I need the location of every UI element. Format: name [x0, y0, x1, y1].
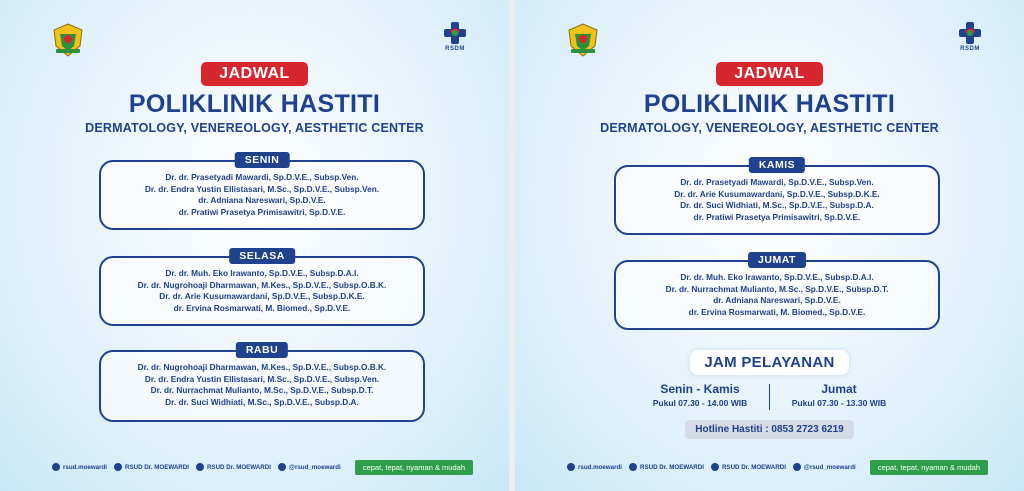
social-text: RSUD Dr. MOEWARDI — [721, 463, 786, 471]
social-text: @rsud_moewardi — [288, 463, 341, 471]
social-text: RSUD Dr. MOEWARDI — [206, 463, 271, 471]
doctor-item: Dr. dr. Prasetyadi Mawardi, Sp.D.V.E., Subsp.Ven. — [680, 177, 874, 187]
social-youtube[interactable] — [196, 463, 271, 471]
jam-divider — [769, 384, 770, 410]
jam-day: Jumat — [821, 382, 857, 396]
poster-title: POLIKLINIK HASTITI — [128, 90, 381, 118]
social-x[interactable] — [278, 463, 341, 471]
social-text: rsud.moewardi — [578, 463, 623, 471]
poster-subtitle: DERMATOLOGY, VENEREOLOGY, AESTHETIC CENTER — [85, 121, 424, 135]
rsdm-logo — [952, 22, 988, 52]
facebook-icon — [629, 463, 637, 471]
doctor-list — [616, 262, 938, 318]
doctor-item: dr. Ervina Rosmarwati, M. Biomed., Sp.D.V.E. — [688, 306, 866, 317]
youtube-icon — [711, 463, 719, 471]
jam-time: Pukul 07.30 - 13.30 WIB — [791, 398, 887, 408]
rsdm-logo-text: RSDM — [960, 46, 980, 52]
instagram-icon — [52, 463, 60, 471]
day-box-kamis — [614, 159, 940, 235]
doctor-item: dr. Adniana Nareswari, Sp.D.V.E. — [713, 295, 841, 305]
doctor-item: Dr. dr. Suci Widhiati, M.Sc., Sp.D.V.E., Subsp.D.A. — [680, 200, 874, 210]
doctor-list — [101, 258, 423, 314]
x-icon — [278, 463, 286, 471]
jam-day: Senin - Kamis — [660, 382, 740, 396]
doctor-item: Dr. dr. Arie Kusumawardani, Sp.D.V.E., Subsp.D.K.E. — [159, 291, 365, 301]
doctor-item: Dr. dr. Arie Kusumawardani, Sp.D.V.E., Subsp.D.K.E. — [674, 188, 880, 199]
doctor-item: Dr. dr. Nurrachmat Mulianto, M.Sc., Sp.D.V.E., Subsp.D.T. — [665, 283, 889, 294]
doctor-item: Dr. dr. Nurrachmat Mulianto, M.Sc., Sp.D.V.E., Subsp.D.T. — [150, 385, 374, 395]
doctor-item: dr. Ervina Rosmarwati, M. Biomed., Sp.D.V.E. — [173, 302, 351, 313]
day-label: JUMAT — [748, 252, 806, 268]
social-text: RSUD Dr. MOEWARDI — [640, 463, 704, 471]
day-label: KAMIS — [749, 157, 805, 173]
jam-time: Pukul 07.30 - 14.00 WIB — [652, 398, 748, 408]
social-youtube[interactable] — [711, 463, 786, 471]
rsdm-logo-text: RSDM — [445, 46, 465, 52]
day-box-rabu — [99, 344, 425, 422]
social-facebook[interactable] — [114, 463, 189, 471]
doctor-item: Dr. dr. Endra Yustin Ellistasari, M.Sc., Sp.D.V.E., Subsp.Ven. — [144, 373, 380, 384]
doctor-item: dr. Pratiwi Prasetya Primisawitri, Sp.D.V.E. — [178, 206, 346, 217]
social-instagram[interactable] — [567, 463, 622, 471]
doctor-list — [101, 352, 423, 408]
doctor-item: Dr. dr. Nugrohoaji Dharmawan, M.Kes., Sp.D.V.E., Subsp.O.B.K. — [137, 362, 387, 372]
jam-col-jumat — [774, 382, 904, 410]
poster-left — [0, 0, 509, 491]
day-box-jumat — [614, 254, 940, 330]
day-label: RABU — [236, 342, 288, 358]
facebook-icon — [114, 463, 122, 471]
tagline: cepat, tepat, nyaman & mudah — [870, 460, 988, 475]
doctor-item: Dr. dr. Suci Widhiati, M.Sc., Sp.D.V.E., Subsp.D.A. — [165, 396, 359, 407]
jadwal-badge: JADWAL — [716, 62, 823, 86]
day-label: SELASA — [229, 248, 295, 264]
day-box-selasa — [99, 250, 425, 326]
doctor-item: Dr. dr. Muh. Eko Irawanto, Sp.D.V.E., Subsp.D.A.I. — [680, 272, 874, 282]
hotline[interactable]: Hotline Hastiti : 0853 2723 6219 — [685, 420, 853, 439]
jam-columns — [515, 382, 1024, 410]
jam-col-senin-kamis — [635, 382, 765, 410]
doctor-item: dr. Pratiwi Prasetya Primisawitri, Sp.D.V.E. — [693, 211, 861, 222]
crest-icon — [565, 22, 601, 58]
doctor-item: Dr. dr. Muh. Eko Irawanto, Sp.D.V.E., Subsp.D.A.I. — [165, 268, 359, 278]
poster-right — [515, 0, 1024, 491]
doctor-list — [101, 162, 423, 218]
social-text: RSUD Dr. MOEWARDI — [125, 463, 189, 471]
poster-title: POLIKLINIK HASTITI — [643, 90, 896, 118]
rsdm-logo-icon — [956, 22, 984, 44]
day-label: SENIN — [235, 152, 290, 168]
doctor-item: Dr. dr. Prasetyadi Mawardi, Sp.D.V.E., Subsp.Ven. — [165, 172, 359, 182]
rsdm-logo-icon — [441, 22, 469, 44]
doctor-item: Dr. dr. Nugrohoaji Dharmawan, M.Kes., Sp.D.V.E., Subsp.O.B.K. — [137, 279, 387, 290]
social-x[interactable] — [793, 463, 856, 471]
header — [0, 62, 509, 135]
social-text: @rsud_moewardi — [803, 463, 856, 471]
footer — [52, 460, 473, 474]
tagline: cepat, tepat, nyaman & mudah — [355, 460, 473, 475]
social-facebook[interactable] — [629, 463, 704, 471]
doctor-item: dr. Adniana Nareswari, Sp.D.V.E. — [198, 195, 326, 205]
day-box-senin — [99, 154, 425, 230]
youtube-icon — [196, 463, 204, 471]
footer — [567, 460, 988, 474]
jam-title: JAM PELAYANAN — [690, 350, 848, 375]
doctor-item: Dr. dr. Endra Yustin Ellistasari, M.Sc., Sp.D.V.E., Subsp.Ven. — [144, 183, 380, 194]
instagram-icon — [567, 463, 575, 471]
jadwal-badge: JADWAL — [201, 62, 308, 86]
doctor-list — [616, 167, 938, 223]
jam-pelayanan — [515, 350, 1024, 439]
social-instagram[interactable] — [52, 463, 107, 471]
crest-icon — [50, 22, 86, 58]
header — [515, 62, 1024, 135]
social-text: rsud.moewardi — [63, 463, 108, 471]
rsdm-logo — [437, 22, 473, 52]
poster-subtitle: DERMATOLOGY, VENEREOLOGY, AESTHETIC CENTER — [600, 121, 939, 135]
x-icon — [793, 463, 801, 471]
